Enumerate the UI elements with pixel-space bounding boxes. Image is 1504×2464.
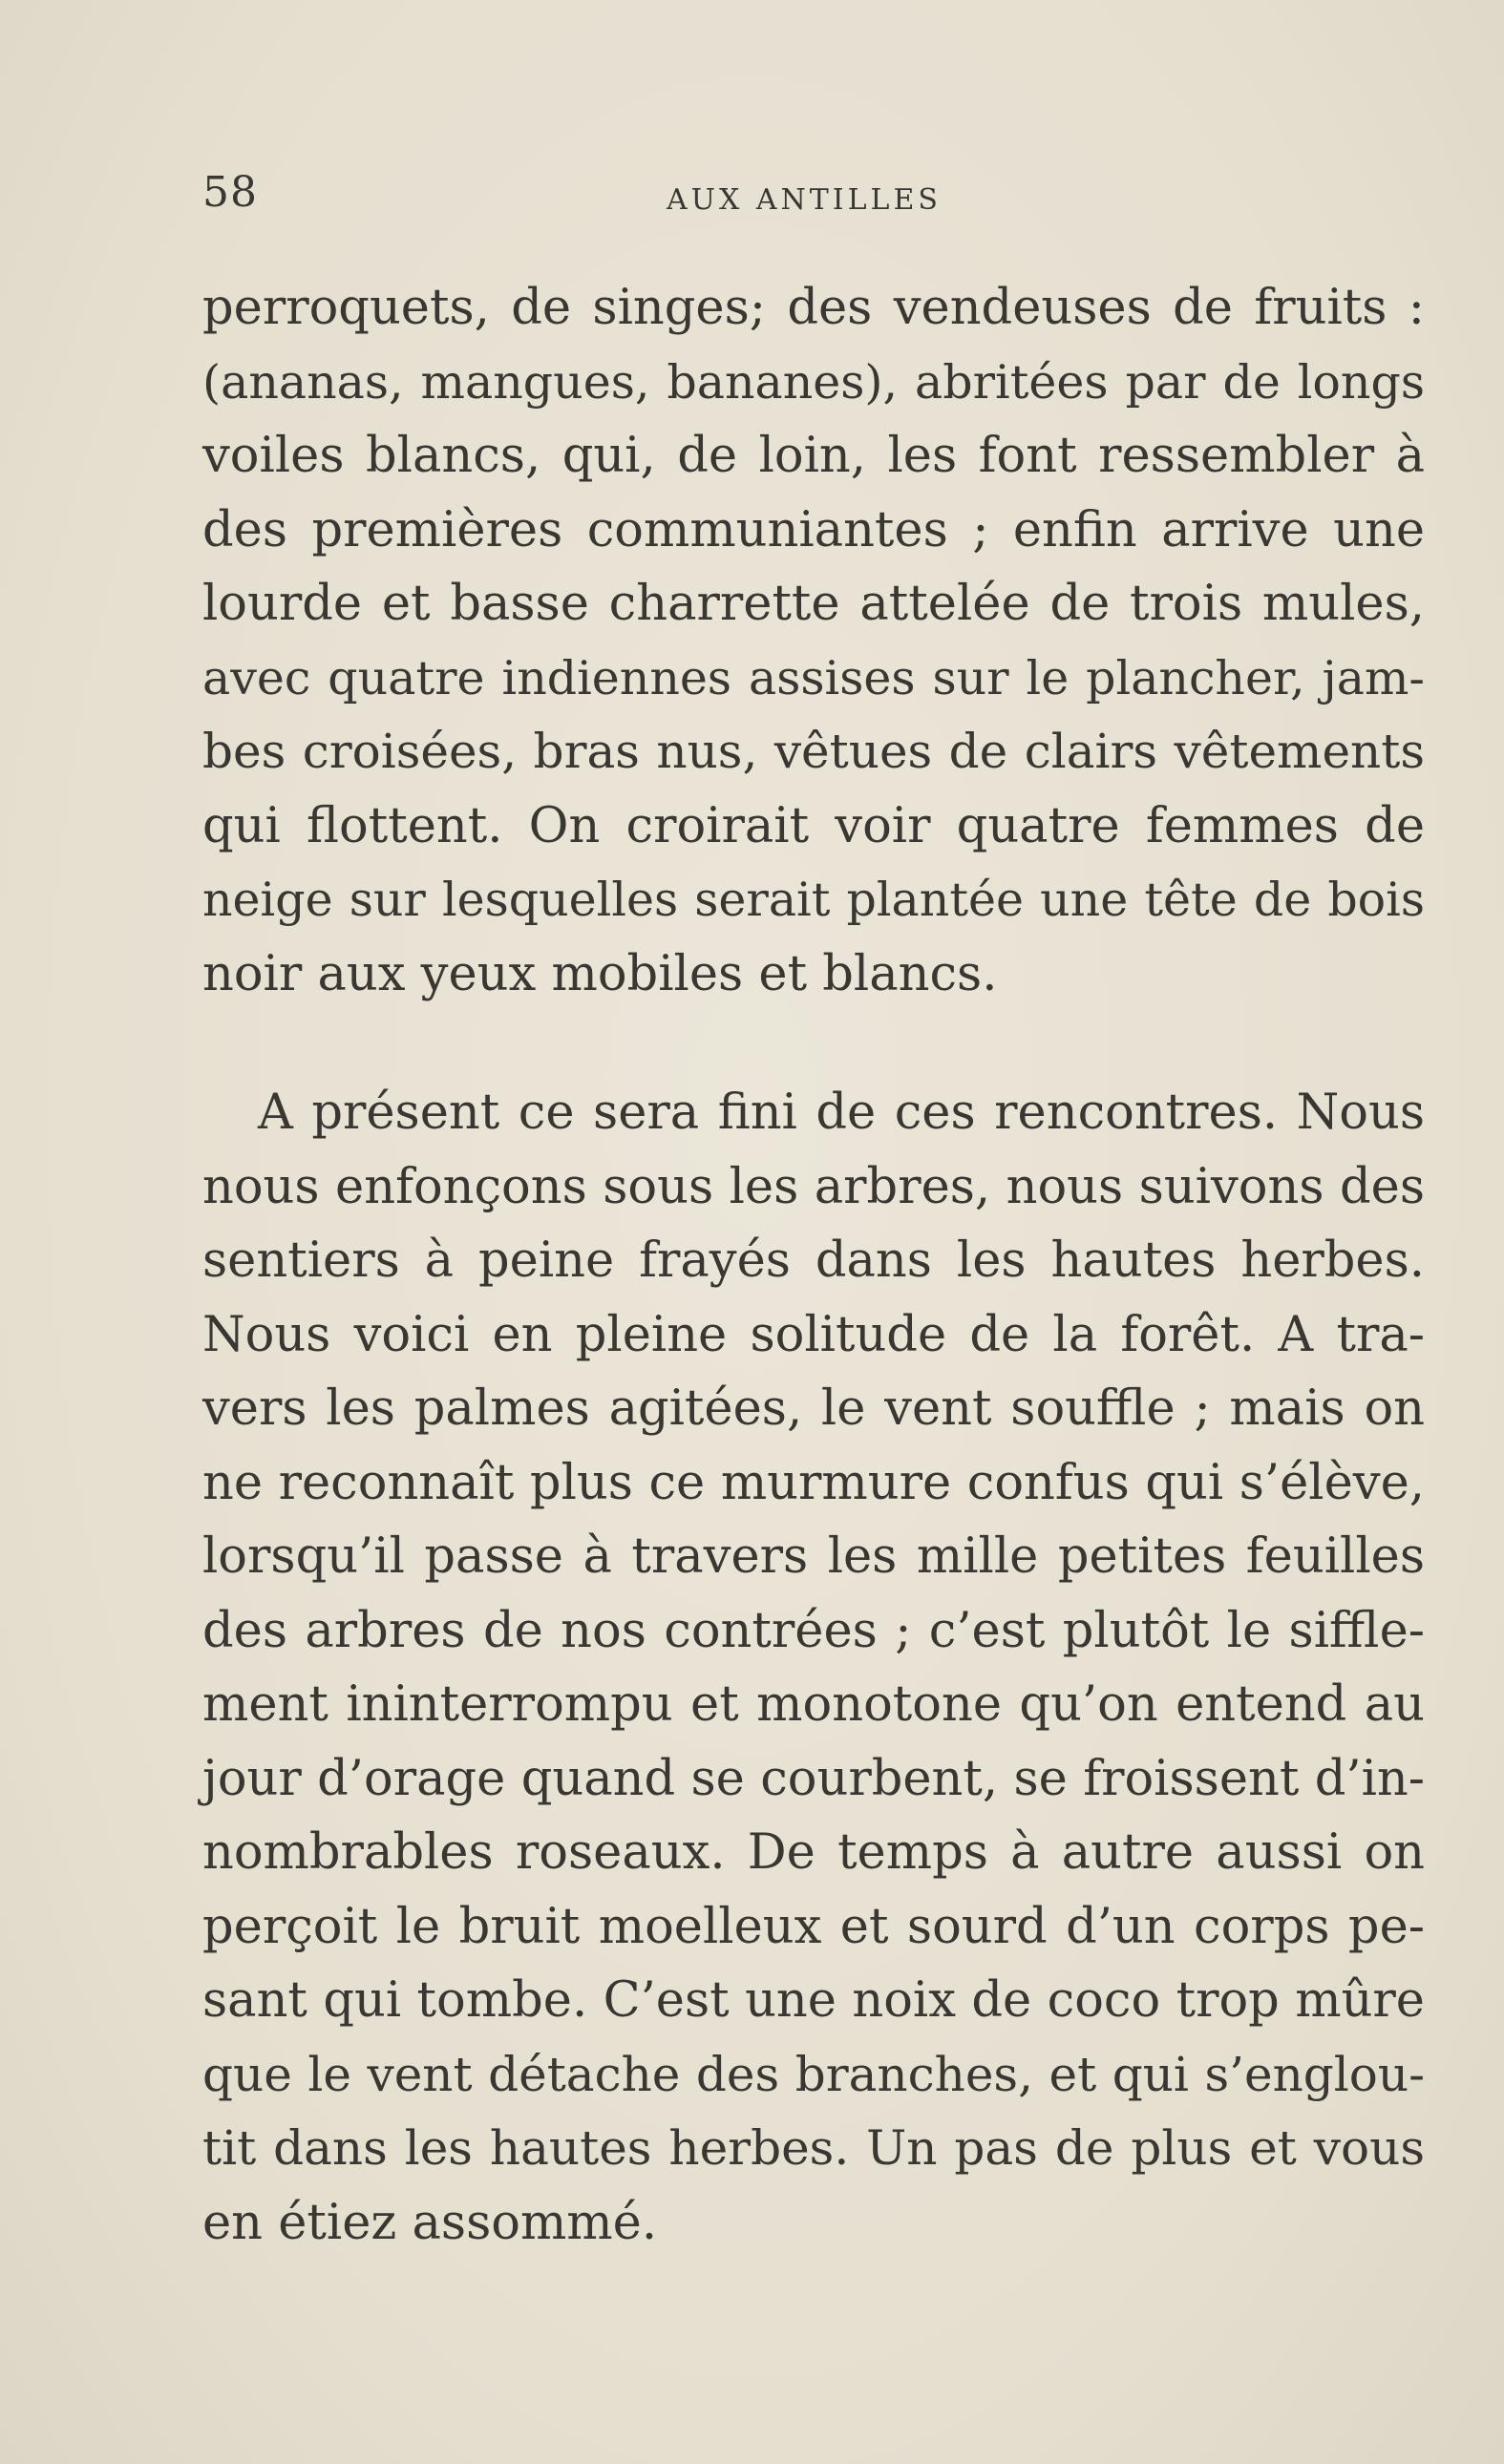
- text-line: vers les palmes agitées, le vent souffle ; mais on: [202, 1380, 1425, 1437]
- paragraph-2: [202, 1076, 1425, 2260]
- running-title: AUX ANTILLES: [667, 183, 942, 217]
- text-line: ment ininterrompu et monotone qu’on entend au: [202, 1676, 1425, 1733]
- text-line: perçoit le bruit moelleux et sourd d’un corps pe-: [202, 1898, 1425, 1955]
- paragraph-1: [202, 271, 1425, 1011]
- text-line: noir aux yeux mobiles et blancs.: [202, 945, 998, 1002]
- page-number: 58: [202, 168, 258, 217]
- text-line: lorsqu’il passe à travers les mille petites feuilles: [202, 1528, 1425, 1585]
- text-line: sentiers à peine frayés dans les hautes herbes.: [202, 1232, 1425, 1289]
- text-line: que le vent détache des branches, et qui s’englou-: [202, 2046, 1425, 2102]
- body-text: [202, 271, 1425, 2260]
- text-line: jour d’orage quand se courbent, se froissent d’in-: [202, 1750, 1425, 1807]
- text-line: nous enfonçons sous les arbres, nous suivons des: [202, 1158, 1425, 1215]
- text-line: tit dans les hautes herbes. Un pas de plus et vous: [202, 2120, 1425, 2176]
- page-header: [202, 168, 1425, 225]
- text-line: avec quatre indiennes assises sur le plancher, jam-: [202, 650, 1425, 706]
- text-line: neige sur lesquelles serait plantée une tête de bois: [202, 873, 1425, 927]
- text-line: nombrables roseaux. De temps à autre aussi on: [202, 1824, 1425, 1881]
- text-line: A présent ce sera fini de ces rencontres. Nous: [258, 1085, 1425, 1141]
- text-line: Nous voici en pleine solitude de la forêt. A tra-: [202, 1306, 1425, 1363]
- text-line: perroquets, de singes; des vendeuses de fruits :: [202, 280, 1425, 336]
- text-line: des premières communiantes ; enfin arrive une: [202, 501, 1425, 558]
- paragraph-gap: [202, 1011, 1425, 1076]
- text-line: en étiez assommé.: [202, 2194, 658, 2251]
- text-line: lourde et basse charrette attelée de trois mules,: [202, 576, 1425, 632]
- text-line: (ananas, mangues, bananes), abritées par de longs: [202, 354, 1425, 410]
- text-line: sant qui tombe. C’est une noix de coco trop mûre: [202, 1972, 1425, 2029]
- text-line: voiles blancs, qui, de loin, les font ressembler à: [202, 428, 1425, 484]
- text-line: bes croisées, bras nus, vêtues de clairs vêtements: [202, 724, 1425, 779]
- text-line: des arbres de nos contrées ; c’est plutôt le siffle-: [202, 1602, 1425, 1659]
- text-line: ne reconnaît plus ce murmure confus qui s’élève,: [202, 1454, 1425, 1511]
- text-line: qui flottent. On croirait voir quatre femmes de: [202, 797, 1425, 854]
